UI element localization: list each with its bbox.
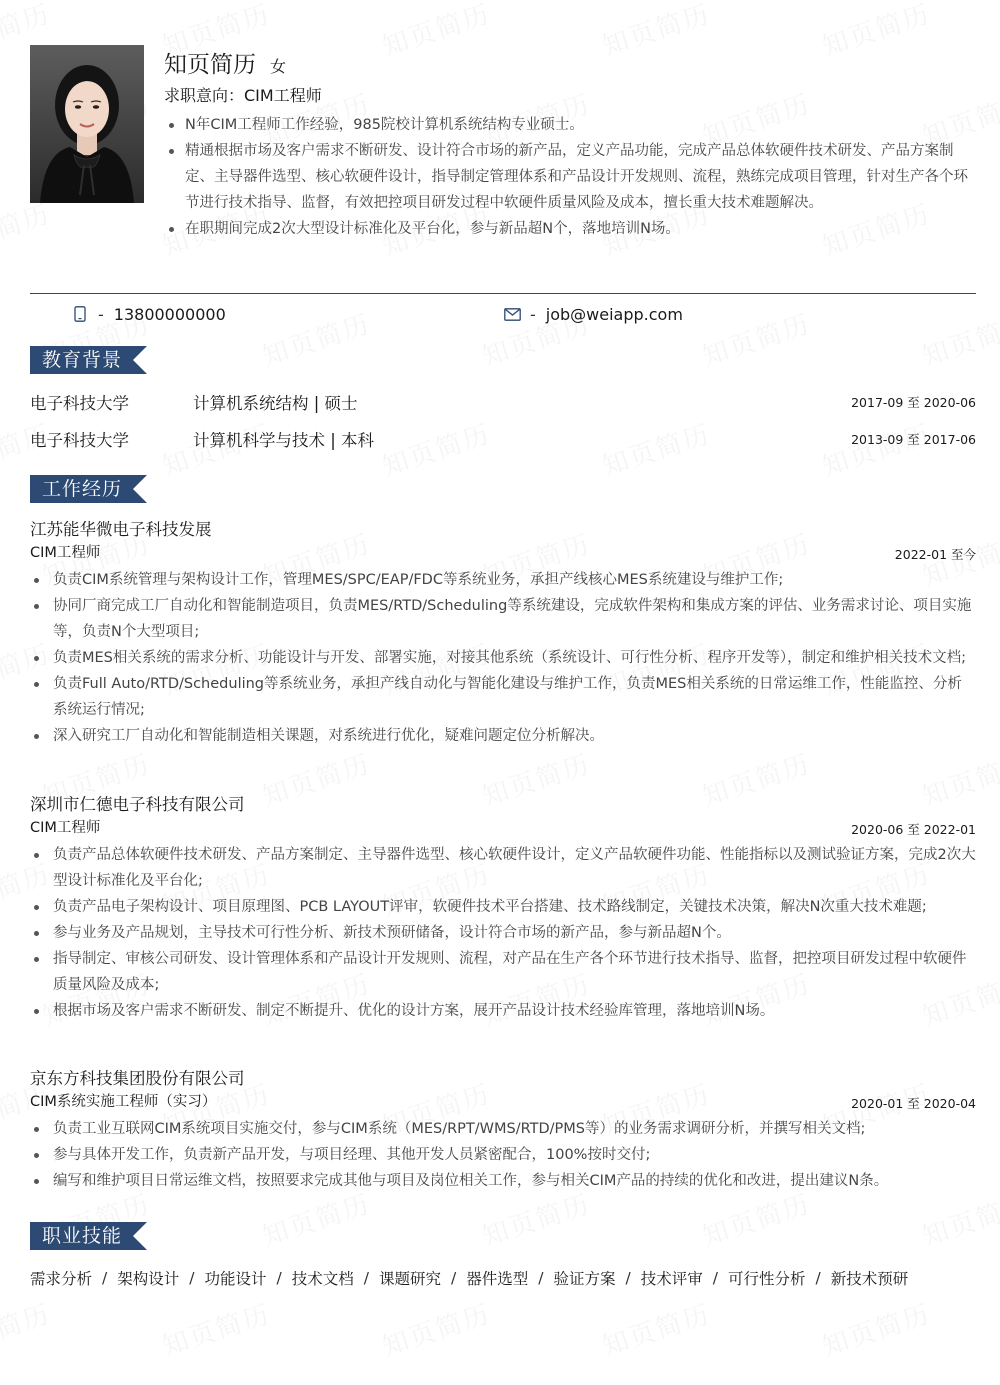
skill-item: 功能设计 [204, 1270, 267, 1288]
skill-item: 验证方案 [553, 1270, 616, 1288]
education-row [30, 390, 976, 414]
section-title-work [30, 475, 147, 503]
job-date: 2020-01 至 2020-04 [851, 1096, 976, 1111]
work-entry [30, 793, 976, 1024]
section-title-skills [30, 1222, 147, 1250]
job-duties [30, 567, 976, 749]
skill-separator: / [102, 1269, 108, 1287]
section-title-text: 职业技能 [42, 1225, 123, 1247]
duty-item: 负责产品总体软硬件技术研发、产品方案制定、主导器件选型、核心软硬件设计，定义产品软硬件功能、性能指标以及测试验证方案，完成2次大型设计标准化及平台化; [30, 842, 976, 894]
summary-item: N年CIM工程师工作经验，985院校计算机系统结构专业硕士。 [164, 112, 976, 138]
job-company: 江苏能华微电子科技发展 [30, 520, 212, 539]
watermark-text [697, 304, 815, 374]
summary-item: 精通根据市场及客户需求不断研发、设计符合市场的新产品，定义产品功能，完成产品总体软硬件技术研发、产品方案制定、主导器件选型、核心软硬件设计，指导制定管理体系和产品设计开发规则、流程，熟练完成项目管理，针对生产各个环节进行技术指导、监督，有效把控项目研发过程中软硬件质量风险及成本，擅长重大技术难题解决。 [164, 138, 976, 216]
duty-item: 编写和维护项目日常运维文档，按照要求完成其他与项目及岗位相关工作，参与相关CIM产品的持续的优化和改进，提出建议N条。 [30, 1168, 976, 1194]
section-title-text: 教育背景 [42, 349, 123, 371]
candidate-name: 知页简历 [164, 52, 256, 78]
section-title-text: 工作经历 [42, 478, 123, 500]
job-intent: 求职意向：CIM工程师 [164, 86, 322, 105]
watermark-text [597, 1294, 715, 1364]
duty-item: 负责CIM系统管理与架构设计工作，管理MES/SPC/EAP/FDC等系统业务，承担产线核心MES系统建设与维护工作; [30, 567, 976, 593]
skill-item: 课题研究 [379, 1270, 442, 1288]
watermark-text [917, 1184, 1000, 1254]
duty-item: 协同厂商完成工厂自动化和智能制造项目，负责MES/RTD/Scheduling等系统建设，完成软件架构和集成方案的评估、业务需求讨论、项目实施等，负责N个大型项目; [30, 593, 976, 645]
job-company: 深圳市仁德电子科技有限公司 [30, 795, 245, 814]
watermark-text [157, 1294, 275, 1364]
edu-date: 2013-09 至 2017-06 [851, 432, 976, 447]
watermark-text [817, 0, 935, 63]
education-row [30, 427, 976, 451]
portrait-image [30, 45, 144, 203]
skill-item: 需求分析 [30, 1270, 93, 1288]
job-date: 2022-01 至今 [894, 547, 976, 562]
work-entry [30, 1067, 976, 1194]
duty-item: 参与具体开发工作，负责新产品开发，与项目经理、其他开发人员紧密配合，100%按时交付; [30, 1142, 976, 1168]
candidate-gender: 女 [270, 57, 287, 76]
duty-item: 指导制定、审核公司研发、设计管理体系和产品设计开发规则、流程，对产品在生产各个环节进行技术指导、监督，把控项目研发过程中软硬件质量风险及成本; [30, 946, 976, 998]
edu-school: 电子科技大学 [30, 394, 129, 413]
profile-summary [164, 112, 976, 242]
profile-photo [30, 45, 144, 203]
watermark-text [257, 1184, 375, 1254]
watermark-text [917, 304, 1000, 374]
edu-school: 电子科技大学 [30, 431, 129, 450]
skill-item: 架构设计 [117, 1270, 180, 1288]
job-role: CIM系统实施工程师（实习） [30, 1094, 217, 1110]
watermark-text [0, 1294, 55, 1364]
skill-separator: / [538, 1269, 544, 1287]
work-entry [30, 518, 976, 749]
watermark-text [257, 304, 375, 374]
phone-dash: - [98, 304, 104, 324]
duty-item: 根据市场及客户需求不断研发、制定不断提升、优化的设计方案，展开产品设计技术经验库管理，落地培训N场。 [30, 998, 976, 1024]
phone-icon [70, 304, 90, 324]
duty-item: 负责产品电子架构设计、项目原理图、PCB LAYOUT评审，软硬件技术平台搭建、技术路线制定，关键技术决策，解决N次重大技术难题; [30, 894, 976, 920]
skills-list [30, 1267, 976, 1289]
job-date: 2020-06 至 2022-01 [851, 822, 976, 837]
job-role: CIM工程师 [30, 820, 101, 836]
skill-separator: / [276, 1269, 282, 1287]
job-duties [30, 1116, 976, 1194]
name-row [164, 46, 286, 79]
watermark-text [817, 1294, 935, 1364]
edu-date: 2017-09 至 2020-06 [851, 395, 976, 410]
watermark-text [477, 1184, 595, 1254]
phone-number: 13800000000 [113, 304, 226, 324]
email-address: job@weiapp.com [545, 304, 683, 324]
watermark-text [377, 1294, 495, 1364]
summary-item: 在职期间完成2次大型设计标准化及平台化，参与新品超N个，落地培训N场。 [164, 216, 976, 242]
skill-separator: / [451, 1269, 457, 1287]
skill-item: 技术文档 [291, 1270, 354, 1288]
skill-separator: / [712, 1269, 718, 1287]
header-divider [30, 293, 976, 294]
mail-icon [502, 304, 522, 324]
skill-item: 可行性分析 [728, 1270, 806, 1288]
duty-item: 负责Full Auto/RTD/Scheduling等系统业务，承担产线自动化与智能化建设与维护工作，负责MES相关系统的日常运维工作，性能监控、分析系统运行情况; [30, 671, 976, 723]
skill-item: 器件选型 [466, 1270, 529, 1288]
duty-item: 负责工业互联网CIM系统项目实施交付，参与CIM系统（MES/RPT/WMS/RTD/PMS等）的业务需求调研分析，并撰写相关文档; [30, 1116, 976, 1142]
skill-item: 新技术预研 [830, 1270, 909, 1288]
job-company: 京东方科技集团股份有限公司 [30, 1069, 245, 1088]
skill-separator: / [815, 1269, 821, 1287]
skill-separator: / [625, 1269, 631, 1287]
contact-email [502, 304, 683, 324]
watermark-text [697, 1184, 815, 1254]
duty-item: 参与业务及产品规划，主导技术可行性分析、新技术预研储备，设计符合市场的新产品，参与新品超N个。 [30, 920, 976, 946]
watermark-text [0, 194, 55, 264]
watermark-text [377, 0, 495, 63]
watermark-text [597, 0, 715, 63]
edu-major: 计算机系统结构 | 硕士 [193, 394, 358, 413]
email-dash: - [530, 304, 536, 324]
duty-item: 深入研究工厂自动化和智能制造相关课题，对系统进行优化，疑难问题定位分析解决。 [30, 723, 976, 749]
skill-separator: / [189, 1269, 195, 1287]
contact-phone [70, 304, 226, 324]
job-duties [30, 842, 976, 1024]
edu-major: 计算机科学与技术 | 本科 [193, 431, 375, 450]
duty-item: 负责MES相关系统的需求分析、功能设计与开发、部署实施，对接其他系统（系统设计、可行性分析、程序开发等），制定和维护相关技术文档; [30, 645, 976, 671]
skill-item: 技术评审 [640, 1270, 703, 1288]
section-title-education [30, 346, 147, 374]
skill-separator: / [363, 1269, 369, 1287]
job-role: CIM工程师 [30, 545, 101, 561]
